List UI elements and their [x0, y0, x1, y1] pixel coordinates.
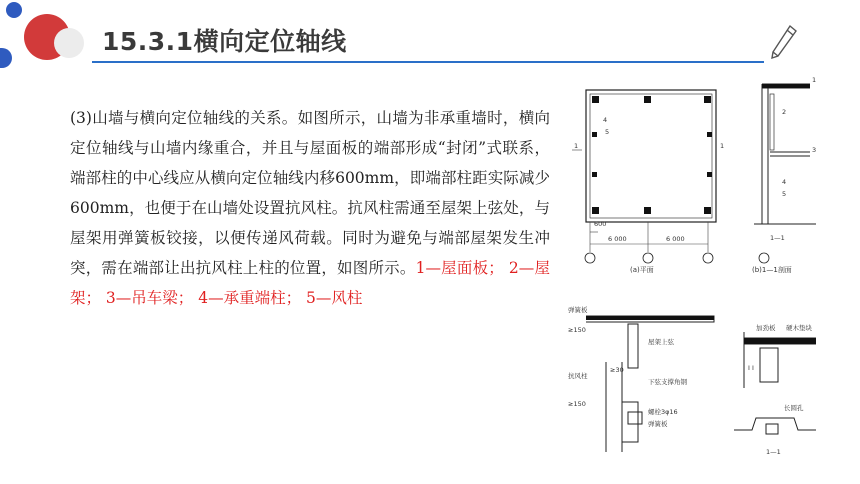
plan-dim-6000-b: 6 000: [666, 235, 685, 243]
detail-a-truss-chord: 屋架上弦: [648, 338, 674, 346]
figure-detail-wind-column: [566, 302, 716, 470]
figure-plan: [568, 74, 738, 274]
section-caption: (b)1—1剖面: [752, 266, 792, 274]
section-label-3: 3: [812, 146, 817, 154]
detail-a-lower-support: 下弦支撑角钢: [648, 378, 687, 386]
detail-a-spring-plate: 弹簧板: [568, 306, 588, 314]
detail-b-mark-11: I I: [748, 364, 754, 372]
detail-b-stiffener: 加劲板: [756, 324, 776, 332]
plan-label-4: 4: [603, 116, 608, 124]
detail-a-spring-plate-b: 弹簧板: [648, 420, 668, 428]
decor-circle-blue-small: [6, 2, 22, 18]
plan-label-5: 5: [605, 128, 610, 136]
section-label-2: 2: [782, 108, 787, 116]
page-title: 15.3.1横向定位轴线: [102, 27, 347, 56]
plan-dim-600: 600: [594, 220, 607, 228]
detail-a-dim-150: ≥150: [568, 326, 586, 334]
plan-caption: (a)平面: [630, 266, 654, 274]
detail-b-hard-pad: 硬木垫块: [786, 324, 812, 332]
decor-circle-blue-edge: [0, 48, 12, 68]
detail-b-long-hole: 长圆孔: [784, 404, 804, 412]
section-mark: 1—1: [770, 234, 785, 242]
detail-a-dim-150b: ≥150: [568, 400, 586, 408]
section-label-1: 1: [812, 76, 817, 84]
section-label-4: 4: [782, 178, 787, 186]
detail-a-dim-30: ≥30: [610, 366, 624, 374]
paragraph-main: (3)山墙与横向定位轴线的关系。如图所示，山墙为非承重墙时，横向定位轴线与山墙内缘重合，并且与屋面板的端部形成“封闭”式联系，端部柱的中心线应从横向定位轴线内移600mm，即端部柱距实际减少600mm，也便于在山墙处设置抗风柱。抗风柱需通至屋架上弦处，与屋架用弹簧板铰接，以便传递风荷载。同时为避免与端部屋架发生冲突，需在端部让出抗风柱上柱的位置，如图所示。: [70, 109, 550, 277]
figure-detail-connection: [730, 318, 820, 468]
plan-label-1: 1: [574, 142, 579, 150]
pencil-icon: [768, 24, 798, 64]
plan-dim-6000-a: 6 000: [608, 235, 627, 243]
plan-label-1b: 1: [720, 142, 725, 150]
detail-b-section-mark: 1—1: [766, 448, 781, 456]
body-paragraph: [70, 103, 550, 313]
section-label-5: 5: [782, 190, 787, 198]
detail-a-wind-column: 抗风柱: [568, 372, 588, 380]
detail-a-bolt: 螺栓3φ16: [648, 408, 678, 416]
title-underline: [92, 61, 764, 63]
paragraph-legend: 1—屋面板； 2—屋架； 3—吊车梁； 4—承重端柱； 5—风柱: [70, 259, 550, 307]
figure-section: [748, 74, 822, 274]
decor-circle-gray: [54, 28, 84, 58]
